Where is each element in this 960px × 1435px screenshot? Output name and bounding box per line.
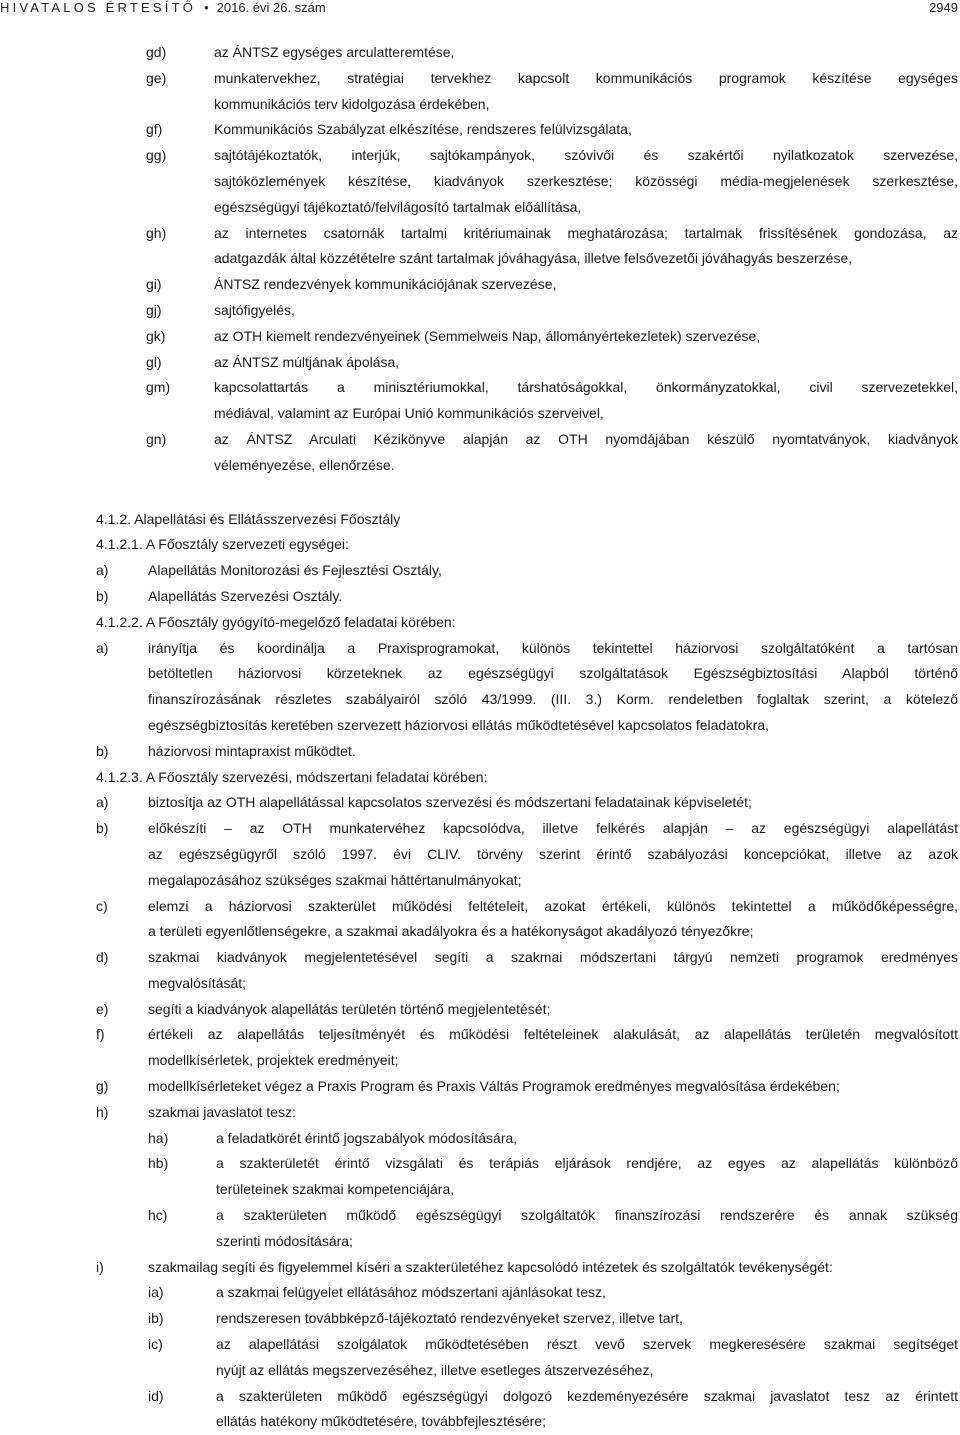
section-title: 4.1.2. Alapellátási és Ellátásszervezési Főosztály — [96, 510, 401, 527]
page-number: 2949 — [929, 0, 958, 15]
list-item-line — [0, 1022, 960, 1048]
item-text: elemzi a háziorvosi szakterület működési feltételeit, azokat értékeli, különös tekintettel a működőképességre, — [148, 897, 958, 914]
task-i — [0, 1255, 960, 1281]
item-text: Alapellátás Monitorozási és Fejlesztési Osztály, — [148, 562, 442, 579]
item-text: az OTH kiemelt rendezvényeinek (Semmelweis Nap, állományértekezletek) szervezése, — [214, 327, 761, 344]
unit-list — [0, 558, 960, 610]
list-item-line — [0, 1048, 960, 1074]
list-item-line — [0, 739, 960, 765]
list-item-line — [0, 40, 960, 66]
item-text: segíti a kiadványok alapellátás területén történő megjelentetését; — [148, 1000, 551, 1017]
item-text: a szakmai felügyelet ellátásához módszertani ajánlásokat tesz, — [216, 1284, 606, 1301]
item-text: munkatervekhez, stratégiai tervekhez kapcsolt kommunikációs programok készítése egységes — [214, 69, 958, 86]
header-separator: • — [204, 0, 209, 15]
item-text: kapcsolattartás a minisztériumokkal, társhatóságokkal, önkormányzatokkal, civil szervezetekkel, — [214, 379, 958, 396]
item-label: gi) — [146, 276, 162, 293]
list-item-line — [0, 713, 960, 739]
list-g — [0, 40, 960, 479]
list-item-line — [0, 169, 960, 195]
item-text: sajtófigyelés, — [214, 301, 295, 318]
item-label: b) — [96, 587, 109, 604]
list-item-line — [0, 1358, 960, 1384]
item-label: gj) — [146, 301, 162, 318]
item-label: e) — [96, 1000, 109, 1017]
list-item-line — [0, 1306, 960, 1332]
item-label: ge) — [146, 69, 167, 86]
item-label: a) — [96, 562, 109, 579]
item-text: Alapellátás Szervezési Osztály. — [148, 587, 343, 604]
list-item-line — [0, 350, 960, 376]
list-item-line — [0, 997, 960, 1023]
list-item-line — [0, 945, 960, 971]
item-text: ÁNTSZ rendezvények kommunikációjának szervezése, — [214, 276, 557, 293]
list-item-line — [0, 427, 960, 453]
list-item-line — [0, 816, 960, 842]
item-text: szakmai kiadványok megjelentetésével segíti a szakmai módszertani tárgyú nemzeti programok eredményes — [148, 949, 958, 966]
item-label: a) — [96, 794, 109, 811]
item-label: ha) — [148, 1129, 169, 1146]
item-text: háziorvosi mintapraxist működtet. — [148, 742, 356, 759]
item-text: az ÁNTSZ múltjának ápolása, — [214, 353, 400, 370]
list-item-line — [0, 1280, 960, 1306]
item-text: adatgazdák által közzétételre szánt tartalmak jóváhagyása, illetve felsővezetői jóváhagyás beszerzése, — [214, 250, 853, 267]
list-item-line — [0, 66, 960, 92]
subsection-heading-3: 4.1.2.3. A Főosztály szervezési, módszertani feladatai körében: — [96, 768, 488, 785]
subsection-heading-2: 4.1.2.2. A Főosztály gyógyító-megelőző feladatai körében: — [96, 613, 456, 630]
list-item-line — [0, 401, 960, 427]
item-label: hb) — [148, 1155, 169, 1172]
item-text: megvalósítását; — [148, 974, 247, 991]
item-text: biztosítja az OTH alapellátással kapcsolatos szervezési és módszertani feladatainak képviseletét; — [148, 794, 752, 811]
item-label: d) — [96, 949, 109, 966]
item-label: gd) — [146, 44, 167, 60]
list-item-line — [0, 1151, 960, 1177]
task-list-1 — [0, 636, 960, 765]
item-label: g) — [96, 1078, 109, 1095]
list-item-line — [0, 636, 960, 662]
list-item-line — [0, 1332, 960, 1358]
task-h-sublist — [0, 1126, 960, 1255]
list-item-line — [0, 842, 960, 868]
list-item-line — [0, 221, 960, 247]
list-item-line — [0, 971, 960, 997]
list-item-line — [0, 687, 960, 713]
item-text: modellkísérletek, projektek eredményeit; — [148, 1052, 399, 1069]
list-item-line — [0, 1409, 960, 1435]
item-text: területeinek szakmai kompetenciájára, — [216, 1181, 455, 1198]
item-label: ia) — [148, 1284, 164, 1301]
list-item-line — [0, 246, 960, 272]
item-text: előkészíti – az OTH munkatervéhez kapcsolódva, illetve felkérés alapján – az egészségügyi alapellátást — [148, 820, 958, 837]
unit-item — [0, 584, 960, 610]
list-item-line — [0, 790, 960, 816]
item-label: b) — [96, 742, 109, 759]
task-list-2 — [0, 790, 960, 1125]
item-text: a területi egyenlőtlenségekre, a szakmai akadályokra és a hatékonyságot akadályozó tényezőkre; — [148, 923, 754, 940]
item-text: a szakterületét érintő vizsgálati és terápiás eljárások rendjére, az egyes az alapellátás különböző — [216, 1155, 958, 1172]
item-text: az ÁNTSZ Arculati Kézikönyve alapján az OTH nyomdájában készülő nyomtatványok, kiadványok — [214, 430, 958, 447]
list-item-line — [0, 117, 960, 143]
item-text: egészségügyi tájékoztató/felvilágosító tartalmak előállítása, — [214, 198, 582, 215]
item-text: a szakterületen működő egészségügyi dolgozó kezdeményezésére szakmai javaslatot tesz az érintett — [216, 1387, 958, 1404]
item-text: az alapellátási szolgálatok működtetésében részt vevő szervek megkeresésére szakmai segítséget — [216, 1336, 958, 1353]
journal-name: HIVATALOS ÉRTESÍTŐ — [0, 0, 197, 15]
item-text: ellátás hatékony működtetésére, továbbfejlesztésére; — [216, 1413, 546, 1430]
document-body — [0, 40, 960, 1435]
item-text: egészségbiztosítás keretében szervezett háziorvosi ellátás működtetésével kapcsolatos feladatokra, — [148, 716, 770, 733]
item-label: gh) — [146, 224, 167, 241]
item-text: a feladatkörét érintő jogszabályok módosítására, — [216, 1129, 518, 1146]
unit-item — [0, 558, 960, 584]
item-text: sajtótájékoztatók, interjúk, sajtókampányok, szóvivői és szakértői nyilatkozatok szervezése, — [214, 147, 958, 164]
list-item-line — [0, 195, 960, 221]
item-text: szakmailag segíti és figyelemmel kíséri a szakterületéhez kapcsolódó intézetek és szolgáltatók tevékenységét: — [148, 1258, 833, 1275]
item-label: i) — [96, 1258, 104, 1275]
item-label: h) — [96, 1103, 109, 1120]
item-text: a szakterületen működő egészségügyi szolgáltatók finanszírozási rendszerére és annak szükség — [216, 1207, 958, 1224]
list-item-line — [0, 1203, 960, 1229]
item-label: ic) — [148, 1336, 163, 1353]
list-item-line — [0, 1100, 960, 1126]
item-text: megalapozásához szükséges szakmai háttértanulmányokat; — [148, 871, 522, 888]
issue-date: 2016. évi 26. szám — [216, 0, 326, 15]
item-label: gn) — [146, 430, 167, 447]
item-text: modellkísérleteket végez a Praxis Program és Praxis Váltás Programok eredményes megvalósítása érdekében; — [148, 1078, 840, 1095]
list-item-line — [0, 894, 960, 920]
item-text: az egészségügyről szóló 1997. évi CLIV. törvény szerint érintő szabályozási koncepciókat, illetve az azok — [148, 845, 958, 862]
item-text: az internetes csatornák tartalmi kritériumainak meghatározása; tartalmak frissítésének gondozása, az — [214, 224, 958, 241]
item-label: a) — [96, 639, 109, 656]
item-text: az ÁNTSZ egységes arculatteremtése, — [214, 44, 455, 60]
item-text: Kommunikációs Szabályzat elkészítése, rendszeres felülvizsgálata, — [214, 121, 632, 138]
item-text: szerinti módosítására; — [216, 1232, 353, 1249]
item-text: értékeli az alapellátás teljesítményét és működési feltételeinek alakulását, az alapellátás területén megvalósított — [148, 1026, 958, 1043]
list-item-line — [0, 143, 960, 169]
subsection-heading-1: 4.1.2.1. A Főosztály szervezeti egységei: — [96, 536, 349, 553]
item-text: finanszírozásának részletes szabályairól szóló 43/1999. (III. 3.) Korm. rendeletben foglaltak szerint, a kötelező — [148, 691, 958, 708]
item-label: c) — [96, 897, 108, 914]
item-label: b) — [96, 820, 109, 837]
list-item-line — [0, 298, 960, 324]
list-item-line — [0, 324, 960, 350]
task-i-sublist — [0, 1280, 960, 1435]
item-label: gl) — [146, 353, 162, 370]
list-item-line — [0, 1229, 960, 1255]
list-item-line — [0, 919, 960, 945]
item-text: véleményezése, ellenőrzése. — [214, 456, 395, 473]
item-text: betöltetlen háziorvosi körzeteknek az egészségügyi szolgáltatások Egészségbiztosítási Alapból történő — [148, 665, 958, 682]
journal-title — [0, 0, 326, 15]
list-item-line — [0, 453, 960, 479]
item-text: sajtóközlemények készítése, kiadványok szerkesztése; közösségi média-megjelenések szerkesztése, — [214, 172, 958, 189]
list-item-line — [0, 272, 960, 298]
item-text: szakmai javaslatot tesz: — [148, 1103, 296, 1120]
item-label: f) — [96, 1026, 105, 1043]
list-item-line — [0, 868, 960, 894]
list-item-line — [0, 1074, 960, 1100]
item-label: id) — [148, 1387, 164, 1404]
page-header — [0, 0, 960, 22]
list-item-line — [0, 661, 960, 687]
item-label: gm) — [146, 379, 171, 396]
item-label: gf) — [146, 121, 163, 138]
item-label: hc) — [148, 1207, 168, 1224]
item-label: gg) — [146, 147, 167, 164]
item-text: irányítja és koordinálja a Praxisprogramokat, különös tekintettel háziorvosi szolgáltatóként a tartósan — [148, 639, 958, 656]
list-item-line — [0, 1255, 960, 1281]
item-text: médiával, valamint az Európai Unió kommunikációs szerveivel, — [214, 405, 604, 422]
list-item-line — [0, 92, 960, 118]
item-label: gk) — [146, 327, 166, 344]
item-text: rendszeresen továbbképző-tájékoztató rendezvényeket szervez, illetve tart, — [216, 1310, 683, 1327]
list-item-line — [0, 375, 960, 401]
list-item-line — [0, 1177, 960, 1203]
list-item-line — [0, 1126, 960, 1152]
item-label: ib) — [148, 1310, 164, 1327]
item-text: kommunikációs terv kidolgozása érdekében, — [214, 95, 490, 112]
item-text: nyújt az ellátás megszervezéséhez, illetve esetleges átszervezéséhez, — [216, 1361, 654, 1378]
list-item-line — [0, 1384, 960, 1410]
